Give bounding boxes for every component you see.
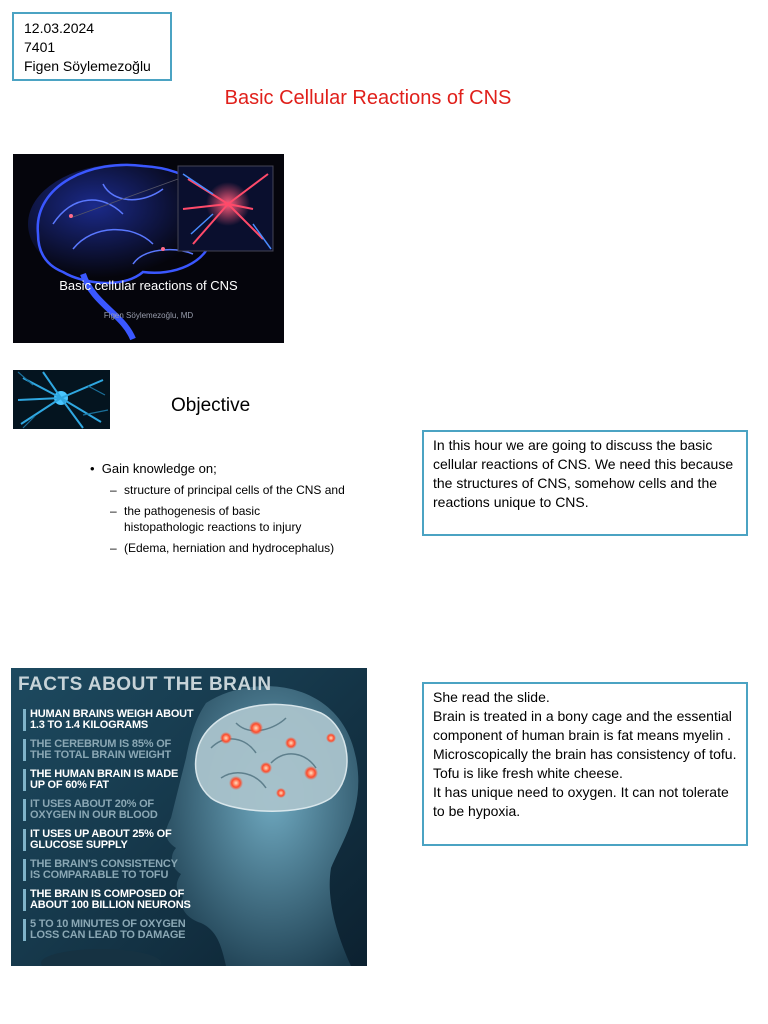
slide2-heading: Objective — [171, 395, 251, 416]
slide1-title: Basic cellular reactions of CNS — [59, 278, 238, 293]
fact-item: 5 TO 10 MINUTES OF OXYGEN LOSS CAN LEAD TO DAMAGE — [23, 919, 200, 941]
fact-item: IT USES ABOUT 20% OF OXYGEN IN OUR BLOOD — [23, 799, 200, 821]
subbullet-item: – (Edema, herniation and hydrocephalus) — [110, 541, 335, 555]
objective-bullets — [90, 461, 394, 556]
slide-title-image — [13, 154, 284, 343]
fact-item: IT USES UP ABOUT 25% OF GLUCOSE SUPPLY — [23, 829, 200, 851]
code-text: 7401 — [24, 39, 56, 55]
note2-line: Brain is treated in a bony cage and the essential component of human brain is fat means myelin . Microscopically the brain has consistency of tofu. Tofu is like fresh white cheese. — [433, 708, 737, 781]
header-info-box — [12, 12, 172, 81]
neuron-icon — [13, 370, 110, 429]
note2-line: It has unique need to oxygen. It can not tolerate to be hypoxia. — [433, 784, 729, 819]
note2-line: She read the slide. — [433, 689, 550, 705]
subbullet-item: – the pathogenesis of basic histopathologic reactions to injury — [110, 504, 302, 534]
slide1-subtitle: Figen Söylemezoğlu, MD — [103, 311, 194, 320]
facts-title: FACTS ABOUT THE BRAIN — [18, 674, 272, 695]
fact-item: THE BRAIN'S CONSISTENCY IS COMPARABLE TO TOFU — [23, 859, 200, 881]
author-name: Figen Söylemezoğlu — [24, 58, 151, 74]
brain-facts-infographic — [11, 668, 367, 966]
date-text: 12.03.2024 — [24, 20, 95, 36]
fact-item: HUMAN BRAINS WEIGH ABOUT 1.3 TO 1.4 KILOGRAMS — [23, 709, 200, 731]
fact-item: THE CEREBRUM IS 85% OF THE TOTAL BRAIN WEIGHT — [23, 739, 200, 761]
bullet-item: • Gain knowledge on; — [90, 461, 217, 476]
note-box-1: In this hour we are going to discuss the basic cellular reactions of CNS. We need this because the structures of CNS, somehow cells and the reactions unique to CNS. — [422, 430, 748, 536]
fact-item: THE HUMAN BRAIN IS MADE UP OF 60% FAT — [23, 769, 200, 791]
document-title: Basic Cellular Reactions of CNS — [224, 87, 512, 109]
neuron-thumbnail — [13, 370, 110, 429]
fact-item: THE BRAIN IS COMPOSED OF ABOUT 100 BILLION NEURONS — [23, 889, 200, 911]
subbullet-item: – structure of principal cells of the CNS and — [110, 483, 345, 497]
note-box-2 — [422, 682, 748, 846]
